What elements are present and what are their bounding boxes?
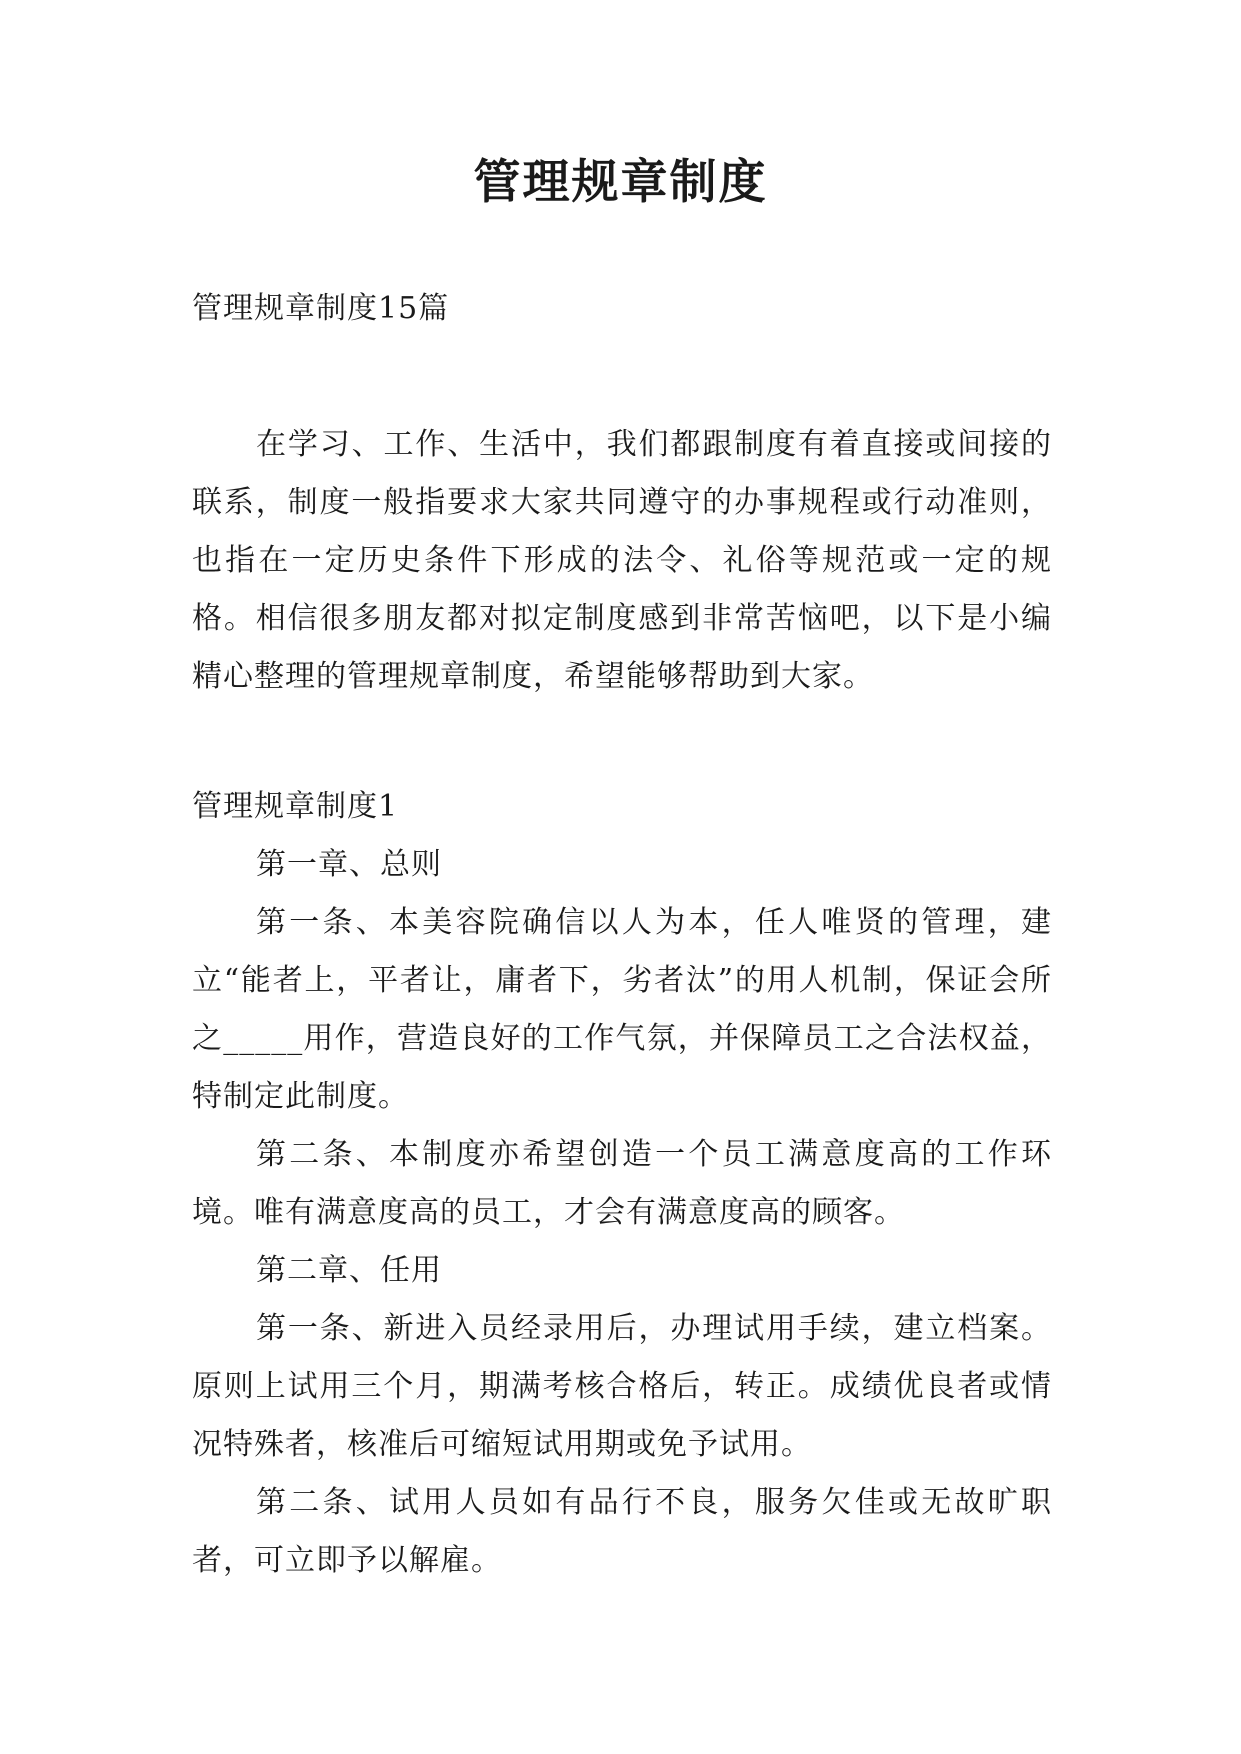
spacer xyxy=(192,338,1052,416)
chapter-1-article-2: 第二条、本制度亦希望创造一个员工满意度高的工作环境。唯有满意度高的员工，才会有满意度高的顾客。 xyxy=(192,1137,1052,1230)
chapter-1-article-1: 第一条、本美容院确信以人为本，任人唯贤的管理，建立“能者上，平者让，庸者下，劣者汰”的用人机制，保证会所之_____用作，营造良好的工作气氛，并保障员工之合法权益，特制定此制度。 xyxy=(192,905,1052,1114)
chapter-2-article-2: 第二条、试用人员如有品行不良，服务欠佳或无故旷职者，可立即予以解雇。 xyxy=(192,1485,1052,1578)
intro-paragraph: 在学习、工作、生活中，我们都跟制度有着直接或间接的联系，制度一般指要求大家共同遵守的办事规程或行动准则，也指在一定历史条件下形成的法令、礼俗等规范或一定的规格。相信很多朋友都对拟定制度感到非常苦恼吧，以下是小编精心整理的管理规章制度，希望能够帮助到大家。 xyxy=(192,427,1052,694)
document-subtitle: 管理规章制度15篇 xyxy=(192,291,450,326)
chapter-1-title: 第一章、总则 xyxy=(256,847,442,882)
chapter-2-article-1: 第一条、新进入员经录用后，办理试用手续，建立档案。原则上试用三个月，期满考核合格后，转正。成绩优良者或情况特殊者，核准后可缩短试用期或免予试用。 xyxy=(192,1311,1052,1462)
document-title: 管理规章制度 xyxy=(473,155,768,210)
spacer xyxy=(192,706,1052,778)
document-body xyxy=(192,280,1052,1590)
section-heading: 管理规章制度1 xyxy=(192,789,399,824)
chapter-2-title: 第二章、任用 xyxy=(256,1253,442,1288)
